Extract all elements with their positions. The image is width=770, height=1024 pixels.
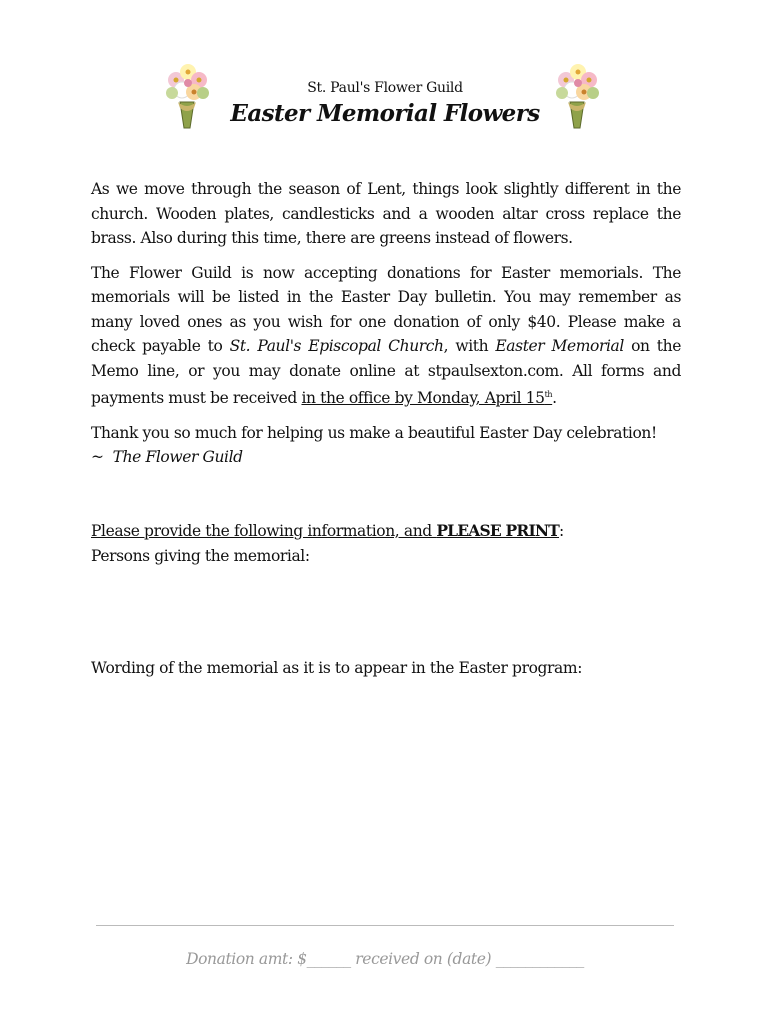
instruction-colon: : <box>559 522 564 540</box>
donation-text-1: The Flower Guild is now accepting donations for Easter memorials. The memorials will be listed in the Easter Day bulletin. You may remember as many loved ones as you wish for one donation of only $40. Please make a check payable to <box>91 263 681 355</box>
wording-section <box>91 656 681 681</box>
deadline-date: in the office by Monday, April 15 <box>301 389 545 408</box>
deadline-text <box>301 389 552 407</box>
deadline-period: . <box>552 389 557 408</box>
signature-tilde: ~ <box>91 448 104 467</box>
instruction-line <box>91 519 681 544</box>
thanks-line: Thank you so much for helping us make a beautiful Easter Day celebration! <box>91 423 657 442</box>
signature-name: The Flower Guild <box>112 448 243 467</box>
memorial-wording-label: Wording of the memorial as it is to appear in the Easter program: <box>91 659 583 677</box>
deadline-suffix: th <box>544 390 553 399</box>
page-title: Easter Memorial Flowers <box>230 100 540 127</box>
donation-text-3: on the Memo line, or you may donate online at stpaulsexton.com. All forms and payments must be received <box>91 337 681 408</box>
office-use-footer: Donation amt: $______ received on (date) ____________ <box>186 950 584 968</box>
persons-giving-label: Persons giving the memorial: <box>91 546 310 565</box>
divider-line <box>96 925 674 926</box>
organization-name: St. Paul's Flower Guild <box>307 80 463 96</box>
memo-text: Easter Memorial <box>495 337 624 355</box>
letter-body <box>91 177 681 470</box>
church-name: St. Paul's Episcopal Church <box>229 337 444 355</box>
donation-paragraph <box>91 261 681 411</box>
please-print-emphasis: PLEASE PRINT <box>436 521 560 540</box>
intro-paragraph: As we move through the season of Lent, things look slightly different in the church. Wooden plates, candlesticks and a wooden altar cross replace the brass. Also during this time, there are greens instead of flowers. <box>91 180 681 247</box>
instruction-text: Please provide the following information, and <box>91 522 437 540</box>
donation-text-2: , with <box>443 337 496 355</box>
signature <box>91 445 681 470</box>
form-instructions <box>91 519 681 568</box>
